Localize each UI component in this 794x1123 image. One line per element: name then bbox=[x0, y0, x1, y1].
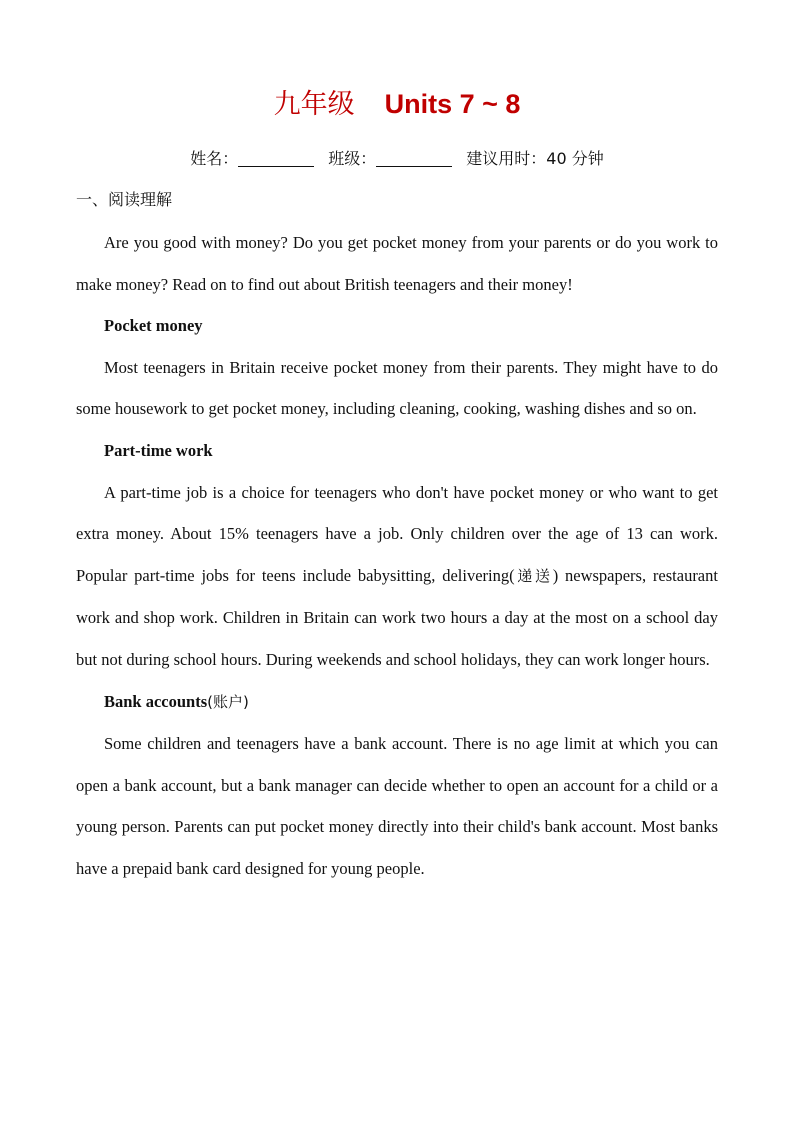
passage-intro: Are you good with money? Do you get pocket money from your parents or do you work to make money? Read on to find out about British teenagers and their money! bbox=[76, 233, 718, 294]
student-info-line bbox=[0, 147, 794, 171]
title-grade: 九年级 bbox=[273, 89, 355, 120]
gloss-delivering: 递送 bbox=[514, 566, 553, 585]
heading-bank-accounts-text: Bank accounts bbox=[104, 691, 208, 711]
heading-part-time-work: Part-time work bbox=[104, 440, 213, 460]
class-label: 班级： bbox=[328, 149, 377, 168]
page-title bbox=[0, 86, 794, 123]
paragraph-bank-accounts: Some children and teenagers have a bank account. There is no age limit at which you can open a bank account, but a bank manager can decide whether to open an account for a child or a young person. Parents can put pocket money directly into their child's bank account. Most banks have a prepaid bank card designed for young people. bbox=[76, 734, 718, 878]
gloss-accounts: (账户) bbox=[207, 692, 249, 711]
name-blank[interactable] bbox=[238, 150, 314, 167]
title-units: Units 7 ~ 8 bbox=[384, 89, 521, 119]
heading-pocket-money: Pocket money bbox=[104, 316, 203, 336]
name-label: 姓名： bbox=[190, 149, 239, 168]
paragraph-part-time-text-b: ) newspapers, restaurant work and shop work. Children in Britain can work two hours a day at the most on a school day but not during school hours. During weekends and school holidays, they can work longer hours. bbox=[76, 565, 718, 669]
paragraph-part-time-work bbox=[76, 472, 718, 681]
heading-bank-accounts bbox=[76, 681, 718, 724]
paragraph-part-time-text-a: A part-time job is a choice for teenagers who don't have pocket money or who want to get extra money. About 15% teenagers have a job. Only children over the age of 13 can work. Popular part-time jobs for teens include babysitting, delivering( bbox=[76, 482, 718, 585]
suggested-time: 建议用时：40 分钟 bbox=[466, 149, 604, 168]
section-title: 一、阅读理解 bbox=[76, 190, 173, 209]
reading-passage bbox=[76, 222, 718, 890]
class-blank[interactable] bbox=[376, 150, 452, 167]
paragraph-pocket-money: Most teenagers in Britain receive pocket money from their parents. They might have to do some housework to get pocket money, including cleaning, cooking, washing dishes and so on. bbox=[76, 357, 718, 419]
